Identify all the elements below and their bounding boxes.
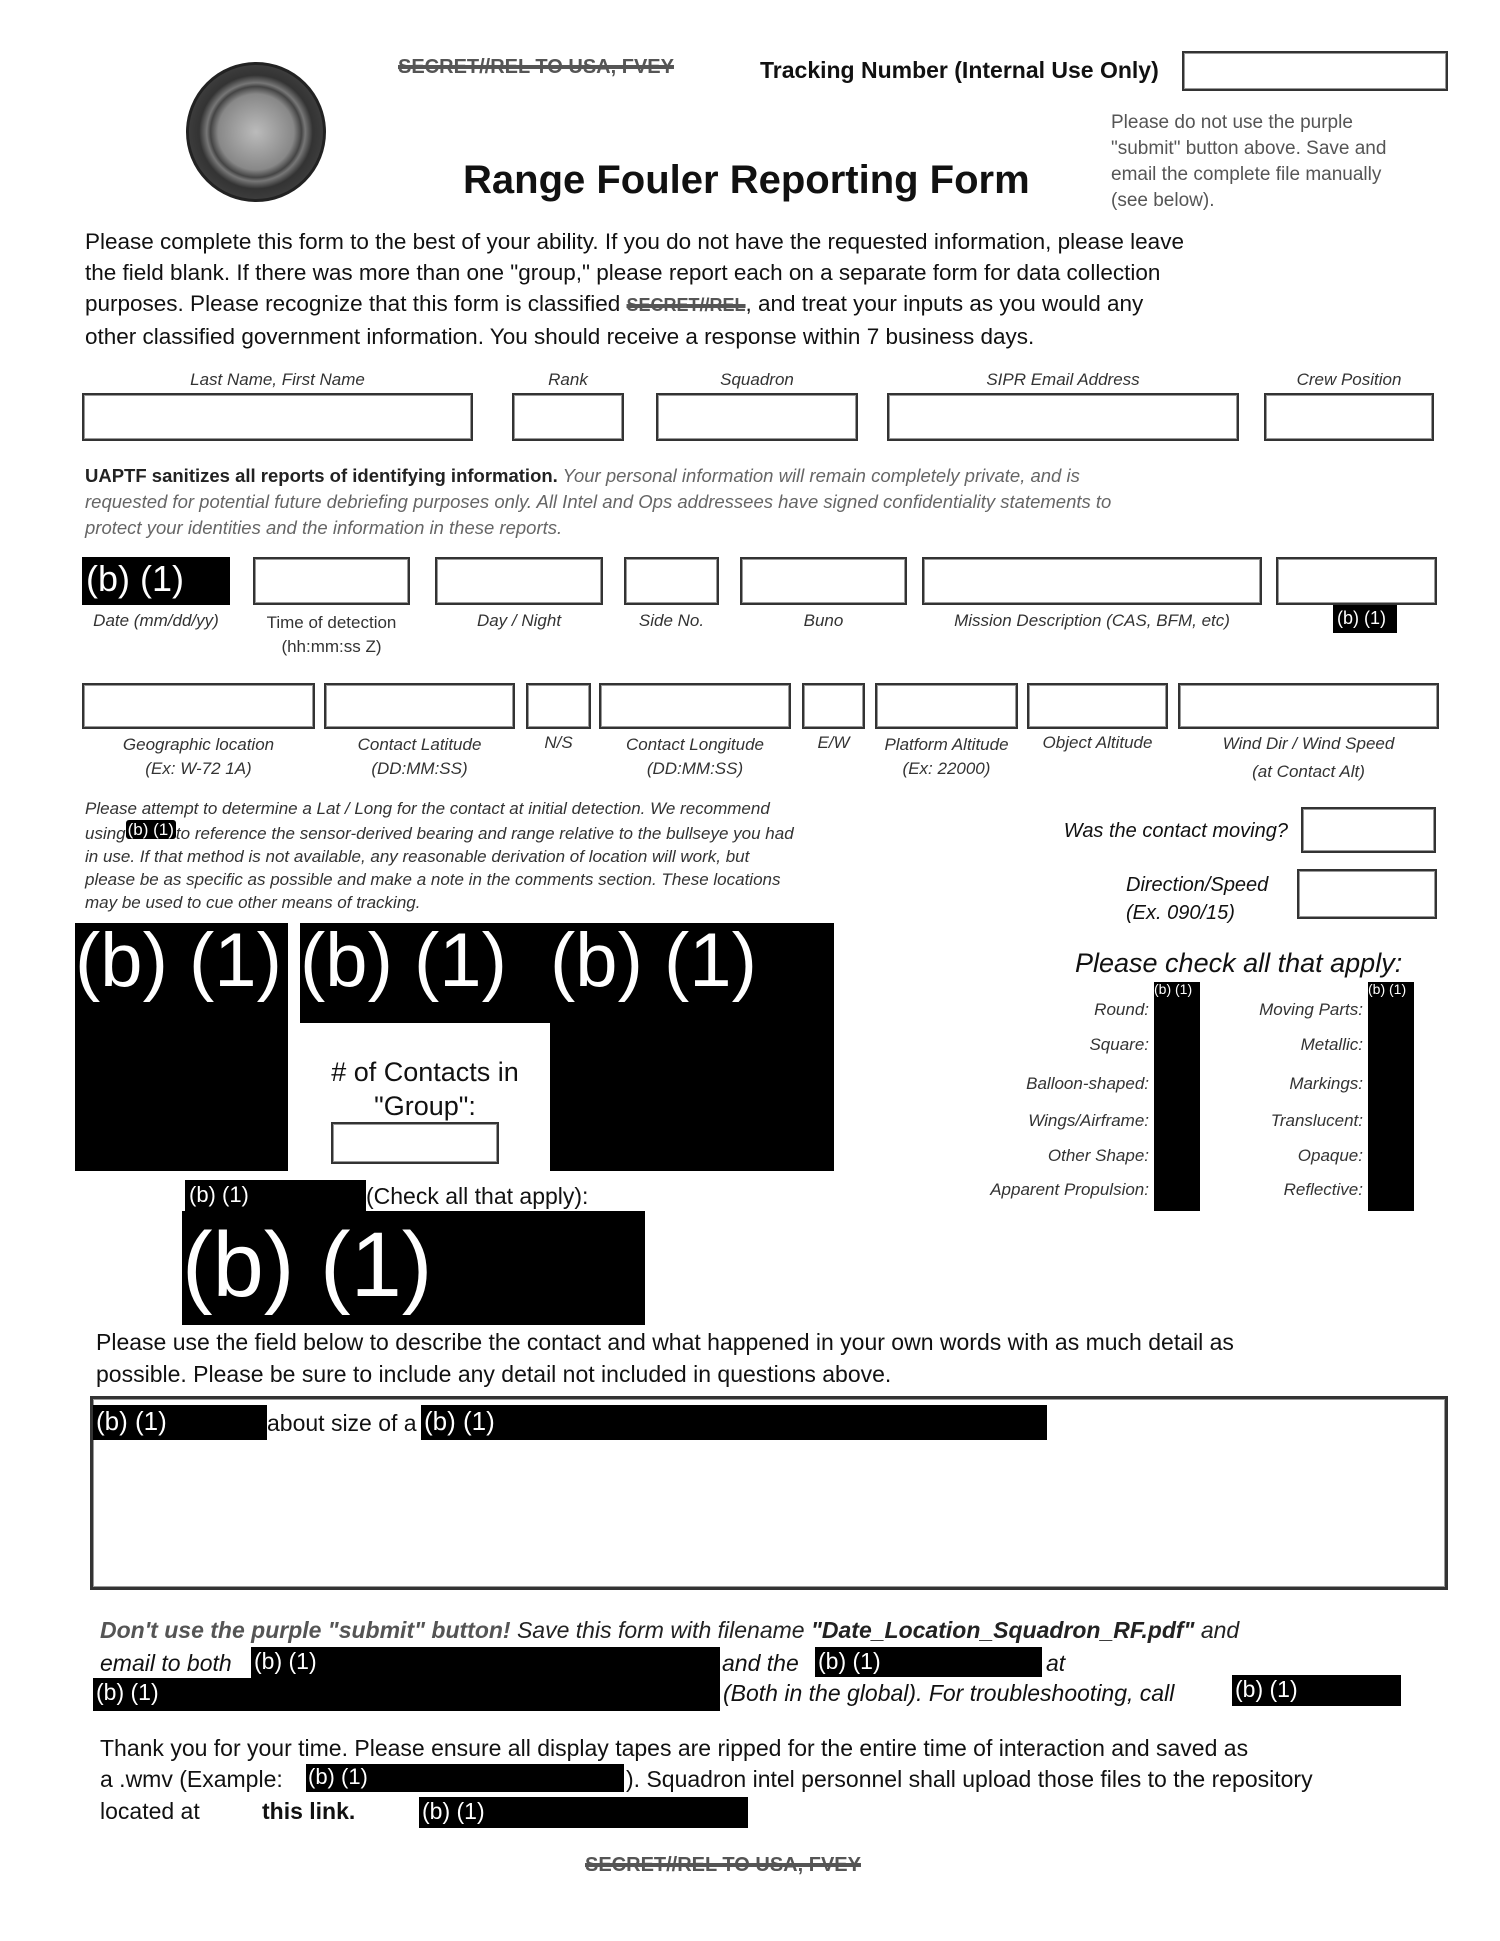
instr-line: Please use the field below to describe the contact and what happened in your own words with as much detail as [96, 1329, 1234, 1355]
privacy-line: requested for potential future debriefing purposes only. All Intel and Ops addressees have signed confidentiality statements to [85, 491, 1112, 512]
ew-input[interactable] [802, 683, 865, 729]
email-input[interactable] [887, 393, 1239, 441]
label-line: (DD:MM:SS) [646, 759, 744, 778]
label-ew: E/W [817, 733, 850, 752]
checklist-label: Other Shape: [1047, 1146, 1149, 1165]
redacted-field-input[interactable] [1276, 557, 1437, 605]
label-object-alt: Object Altitude [1042, 733, 1153, 752]
describe-instructions [96, 1326, 1234, 1390]
label-squadron: Squadron [720, 370, 794, 389]
privacy-line: protect your identities and the information in these reports. [85, 517, 563, 538]
intro-line: Please complete this form to the best of your ability. If you do not have the requested information, please leave [85, 229, 1184, 254]
privacy-line: Your personal information will remain completely private, and is [557, 465, 1080, 486]
contacts-label [300, 1055, 550, 1123]
redaction: (b) (1) [251, 1647, 720, 1678]
moving-label: Was the contact moving? [1063, 820, 1288, 842]
label-side-no: Side No. [638, 611, 705, 630]
label-line: # of Contacts in [331, 1057, 519, 1087]
and-the: and the [722, 1650, 799, 1676]
label-geo [82, 733, 315, 781]
note-line: (see below). [1111, 190, 1215, 211]
label-line: Contact Latitude [357, 735, 482, 754]
label-rank: Rank [548, 370, 588, 389]
redaction: (b) (1) [815, 1647, 1042, 1677]
direction-label [1126, 871, 1268, 927]
redaction: (b) (1) [93, 1405, 267, 1440]
submit-note [1111, 110, 1386, 214]
repository-link[interactable]: this link. [262, 1798, 356, 1824]
label-buno: Buno [803, 611, 844, 630]
label-day-night: Day / Night [476, 611, 562, 630]
check-all-label: (Check all that apply): [366, 1183, 589, 1209]
label-line: Contact Longitude [626, 735, 764, 754]
intro-line: the field blank. If there was more than one "group," please report each on a separate form for data collection [85, 260, 1161, 285]
checklist-label: Moving Parts: [1259, 1000, 1363, 1019]
tracking-number-input[interactable] [1182, 51, 1448, 91]
note-line: Please do not use the purple [1111, 112, 1353, 133]
intro-paragraph [85, 226, 1184, 352]
label-line: (hh:mm:ss Z) [281, 637, 382, 656]
classification-marking: SECRET//REL TO USA, FVEY [398, 56, 674, 78]
latlong-instructions [85, 797, 794, 914]
redaction: (b) (1) [421, 1405, 1047, 1440]
note-line: email the complete file manually [1111, 164, 1382, 185]
at-text: at [1046, 1650, 1066, 1676]
crew-position-input[interactable] [1264, 393, 1434, 441]
instr-line: may be used to cue other means of tracking. [85, 893, 421, 912]
redaction: (b) (1) [419, 1797, 748, 1828]
time-input[interactable] [253, 557, 410, 605]
instr-line: Please attempt to determine a Lat / Long for the contact at initial detection. We recommend [85, 799, 770, 818]
thanks-line: a .wmv (Example: [100, 1766, 283, 1792]
moving-input[interactable] [1301, 807, 1436, 853]
redaction: (b) (1) [550, 923, 834, 1171]
label-name: Last Name, First Name [190, 370, 365, 389]
instr-line: in use. If that method is not available, any reasonable derivation of location will work, but [85, 847, 750, 866]
label-date: Date (mm/dd/yy) [93, 611, 219, 630]
label-line: Platform Altitude [884, 735, 1009, 754]
label-line: Geographic location [122, 735, 275, 754]
redaction: (b) (1) [300, 923, 550, 1023]
filename: "Date_Location_Squadron_RF.pdf" [810, 1617, 1195, 1643]
thanks-line: located at [100, 1798, 200, 1824]
day-night-input[interactable] [435, 557, 603, 605]
label-platform-alt [865, 733, 1028, 781]
instr-line: to reference the sensor-derived bearing and range relative to the bullseye you had [175, 824, 794, 843]
submit-instructions [100, 1617, 1239, 1644]
object-altitude-input[interactable] [1027, 683, 1168, 729]
label-line: (at Contact Alt) [1252, 762, 1365, 781]
checklist-label: Markings: [1289, 1074, 1363, 1093]
privacy-bold: UAPTF sanitizes all reports of identifying information. [85, 465, 558, 486]
squadron-input[interactable] [656, 393, 858, 441]
rank-input[interactable] [512, 393, 624, 441]
troubleshooting-text: (Both in the global). For troubleshooting, call [723, 1680, 1175, 1706]
label-line: (Ex. 090/15) [1126, 902, 1235, 924]
label-ns: N/S [544, 733, 573, 752]
geo-location-input[interactable] [82, 683, 315, 729]
redaction: (b) (1) [182, 1211, 645, 1325]
redaction: (b) (1) [75, 923, 288, 1171]
latitude-input[interactable] [324, 683, 515, 729]
label-line: Wind Dir / Wind Speed [1222, 734, 1395, 753]
checklist-label: Reflective: [1283, 1180, 1363, 1199]
checklist-label: Translucent: [1270, 1111, 1363, 1130]
side-no-input[interactable] [624, 557, 719, 605]
redaction-checkboxes: (b) (1) [1154, 982, 1200, 1211]
thanks-line: Thank you for your time. Please ensure all display tapes are ripped for the entire time of interaction and saved as [100, 1735, 1249, 1761]
tracking-label: Tracking Number (Internal Use Only) [760, 57, 1159, 83]
redaction: (b) (1) [1333, 605, 1397, 633]
label-line: (Ex: 22000) [902, 759, 991, 778]
instr-line: using [85, 824, 126, 843]
email-to-both: email to both [100, 1650, 232, 1676]
label-email: SIPR Email Address [986, 370, 1140, 389]
redaction: (b) (1) [1232, 1675, 1401, 1706]
redaction-checkboxes: (b) (1) [1368, 982, 1414, 1211]
instr-text: Save this form with filename [510, 1617, 811, 1643]
redaction: (b) (1) [306, 1764, 624, 1792]
privacy-note [85, 463, 1111, 541]
page-title: Range Fouler Reporting Form [463, 158, 1030, 202]
label-line: Time of detection [266, 613, 397, 632]
wind-input[interactable] [1178, 683, 1439, 729]
redaction: (b) (1) [82, 557, 230, 605]
redaction: (b) (1) [127, 820, 174, 839]
checklist-label: Opaque: [1297, 1146, 1363, 1165]
intro-line: other classified government information. You should receive a response within 7 business days. [85, 324, 1035, 349]
label-line: (Ex: W-72 1A) [145, 759, 252, 778]
direction-speed-input[interactable] [1297, 869, 1437, 919]
platform-altitude-input[interactable] [875, 683, 1018, 729]
label-time [253, 611, 410, 659]
label-mission: Mission Description (CAS, BFM, etc) [954, 611, 1230, 630]
label-line: (DD:MM:SS) [371, 759, 468, 778]
instr-line: possible. Please be sure to include any detail not included in questions above. [96, 1361, 892, 1387]
name-input[interactable] [82, 393, 473, 441]
label-wind [1178, 730, 1439, 786]
intro-line: , and treat your inputs as you would any [745, 291, 1144, 316]
ns-input[interactable] [526, 683, 591, 729]
instr-text: and [1194, 1617, 1240, 1643]
note-line: "submit" button above. Save and [1111, 138, 1387, 159]
description-text: about size of a [267, 1410, 417, 1436]
checklist-label: Wings/Airframe: [1028, 1111, 1149, 1130]
label-line: Direction/Speed [1126, 874, 1269, 896]
checklist-label: Square: [1089, 1035, 1149, 1054]
classification-strike: SECRET//REL [626, 295, 746, 315]
redaction: (b) (1) [93, 1678, 720, 1711]
label-longitude [599, 733, 791, 781]
footer-classification: SECRET//REL TO USA, FVEY [585, 1854, 861, 1876]
buno-input[interactable] [740, 557, 907, 605]
label-line: "Group": [374, 1091, 476, 1121]
submit-warning: Don't use the purple "submit" button! [100, 1617, 511, 1643]
contacts-count-input[interactable] [331, 1122, 499, 1164]
instr-line: please be as specific as possible and make a note in the comments section. These locations [85, 870, 781, 889]
check-title: Please check all that apply: [1075, 948, 1403, 978]
dod-seal [186, 62, 326, 202]
redaction: (b) (1) [185, 1180, 366, 1211]
label-crew: Crew Position [1296, 370, 1402, 389]
thanks-line: ). Squadron intel personnel shall upload those files to the repository [626, 1766, 1313, 1792]
checklist-label: Apparent Propulsion: [990, 1180, 1149, 1199]
label-latitude [324, 733, 515, 781]
intro-line: purposes. Please recognize that this form is classified [85, 291, 627, 316]
checklist-label: Round: [1094, 1000, 1149, 1019]
checklist-label: Balloon-shaped: [1026, 1074, 1149, 1093]
mission-input[interactable] [922, 557, 1262, 605]
checklist-label: Metallic: [1300, 1035, 1363, 1054]
longitude-input[interactable] [599, 683, 791, 729]
